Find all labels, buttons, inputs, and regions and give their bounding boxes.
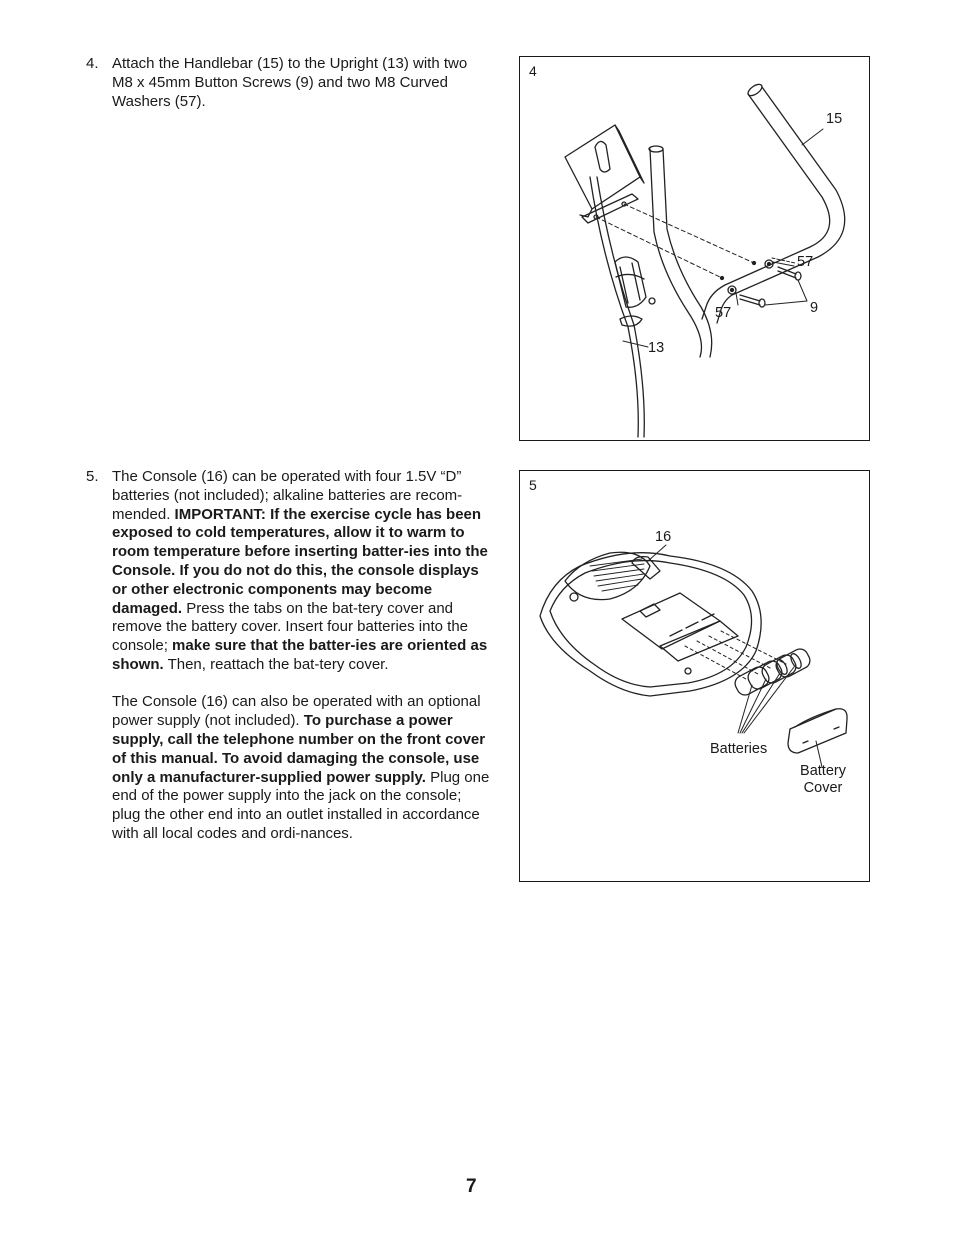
important-warning: IMPORTANT: If the exercise cycle has been exposed to cold temperatures, allow it to warm to room temperature before inserting batter-ies into the Console. If you do not do this, the console displays or other electronic components may become damaged. (112, 505, 488, 617)
upright-drawing (590, 146, 712, 437)
console-battery-drawing (520, 471, 868, 880)
callout-washer-upper: 57 (797, 254, 814, 270)
callout-console: 16 (655, 529, 672, 545)
step-text (112, 468, 490, 844)
callout-handlebar: 15 (826, 111, 843, 127)
callout-line: Cover (803, 780, 843, 796)
step-text (112, 55, 490, 111)
step-5-paragraph-2 (112, 693, 490, 843)
text-span: The Console (16) can be operated with four 1.5V “D” batteries (not included); alkaline batteries are recom-mended. (112, 468, 463, 523)
leader-lines (648, 545, 822, 767)
step-4-paragraph: Attach the Handlebar (15) to the Upright (13) with two M8 x 45mm Button Screws (9) and two M8 Curved Washers (57). (112, 55, 468, 110)
text-span: Then, reattach the bat-tery cover. (163, 655, 389, 673)
text-span: Press the tabs on the bat-tery cover and remove the battery cover. Insert four batteries into the console; (112, 599, 469, 655)
callout-upright: 13 (648, 340, 665, 356)
power-supply-note: To purchase a power supply, call the telephone number on the front cover of this manual. To avoid damaging the console, use only a manufacturer-supplied power supply. (112, 712, 486, 786)
figure-number: 4 (529, 63, 537, 79)
figure-number: 5 (529, 477, 537, 493)
handlebar-drawing (702, 82, 845, 323)
callout-battery-cover (798, 763, 848, 797)
figure-5-console-batteries (519, 470, 870, 882)
handlebar-assembly-drawing (520, 57, 868, 439)
callout-washer-lower: 57 (715, 305, 732, 321)
figure-4-handlebar-assembly (519, 56, 870, 441)
step-number: 5. (86, 468, 99, 485)
page-number: 7 (466, 1176, 477, 1197)
text-span: Plug one end of the power supply into the jack on the console; plug the other end into an outlet installed in accordance with all local codes and ordi-nances. (112, 768, 490, 842)
battery-guide-lines (685, 631, 786, 679)
step-number: 4. (86, 55, 99, 72)
callout-screws: 9 (810, 300, 819, 316)
step-5-paragraph-1 (112, 468, 490, 675)
batteries-drawing (732, 646, 812, 698)
orientation-note: make sure that the batter-ies are oriented as shown. (112, 637, 488, 673)
callout-batteries: Batteries (710, 741, 768, 757)
callout-line: Battery (800, 763, 846, 779)
text-span: The Console (16) can also be operated with an optional power supply (not included). (112, 693, 481, 730)
console-bracket-drawing (565, 125, 644, 223)
console-drawing (540, 552, 761, 696)
bottle-holder-drawing (615, 257, 655, 326)
